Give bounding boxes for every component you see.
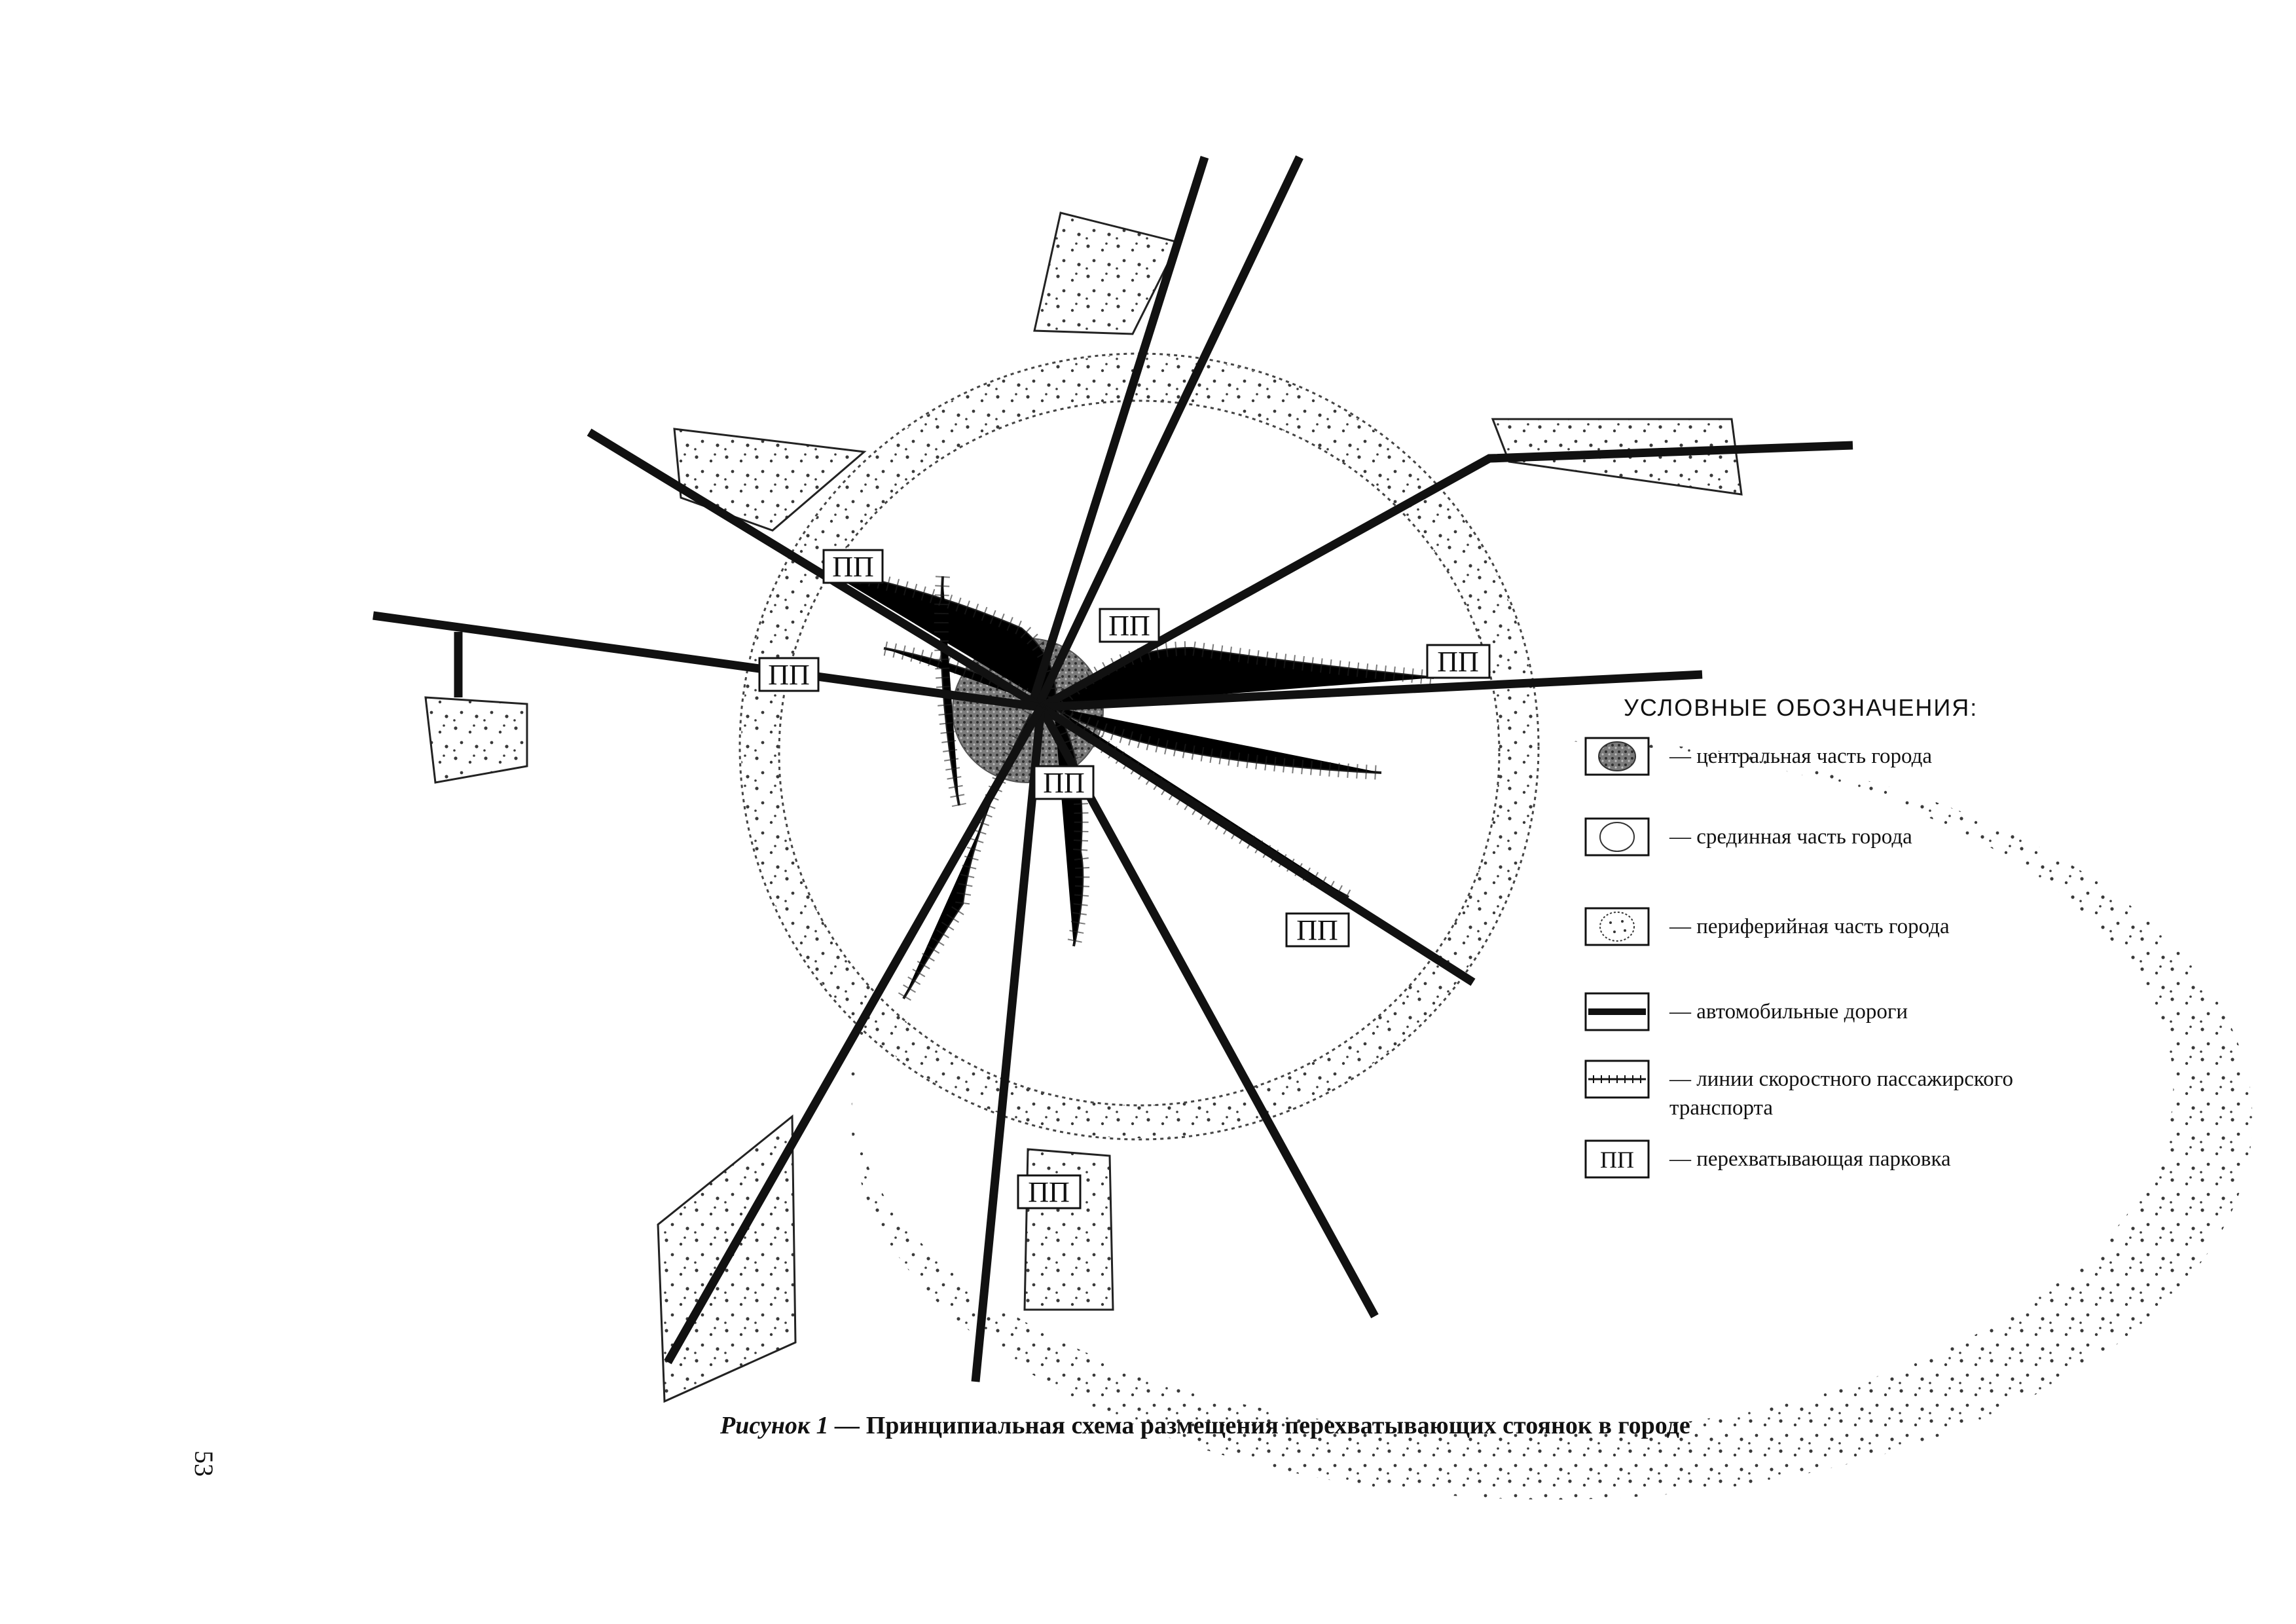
legend-text: — автомобильные дороги	[1669, 1000, 1908, 1024]
legend-text: — перехватывающая парковка	[1669, 1147, 1951, 1171]
central-icon	[1584, 737, 1650, 776]
legend-text: — линии скоростного пассажирского транспорта	[1669, 1067, 2013, 1120]
middle-zone	[779, 401, 1499, 1105]
legend-text: — периферийная часть города	[1669, 915, 1950, 938]
parking-marker	[1100, 609, 1159, 642]
legend-item-parking	[1571, 1139, 2226, 1185]
legend-item-roads	[1571, 992, 2226, 1038]
parking-marker	[1286, 913, 1349, 946]
peripheral-icon	[1584, 907, 1650, 946]
svg-text:ПП: ПП	[1043, 767, 1085, 799]
legend-title: УСЛОВНЫЕ ОБОЗНАЧЕНИЯ:	[1624, 694, 1978, 721]
parking-marker	[824, 550, 883, 583]
svg-text:ПП: ПП	[1296, 914, 1338, 946]
svg-text:ПП: ПП	[768, 659, 810, 691]
figure-caption	[720, 1411, 1690, 1440]
legend-text: — срединная часть города	[1669, 825, 1912, 849]
parking-marker	[1034, 766, 1093, 799]
satellite-zone-west	[426, 697, 527, 783]
svg-text:ПП: ПП	[1437, 646, 1479, 678]
svg-text:ПП: ПП	[1600, 1147, 1634, 1173]
caption-text: Принципиальная схема размещения перехватывающих стоянок в городе	[866, 1412, 1690, 1439]
parking-icon	[1584, 1139, 1650, 1179]
satellite-zone-south	[1025, 1149, 1113, 1310]
middle-icon	[1584, 817, 1650, 857]
legend-text: — центральная часть города	[1669, 745, 1933, 768]
svg-text:ПП: ПП	[1028, 1176, 1070, 1208]
transit-line-icon	[1584, 1060, 1650, 1099]
svg-text:ПП: ПП	[832, 551, 874, 583]
legend-item-transit	[1571, 1060, 2226, 1120]
page-number: 53	[189, 1450, 219, 1477]
caption-prefix: Рисунок 1 —	[720, 1412, 860, 1439]
parking-marker	[759, 658, 818, 691]
road-icon	[1584, 992, 1650, 1031]
legend-item-central	[1571, 737, 2226, 783]
legend-item-middle	[1571, 817, 2226, 863]
legend-item-peripheral	[1571, 907, 2226, 953]
parking-marker	[1427, 645, 1489, 678]
parking-marker	[1018, 1175, 1080, 1208]
svg-text:ПП: ПП	[1108, 610, 1150, 642]
